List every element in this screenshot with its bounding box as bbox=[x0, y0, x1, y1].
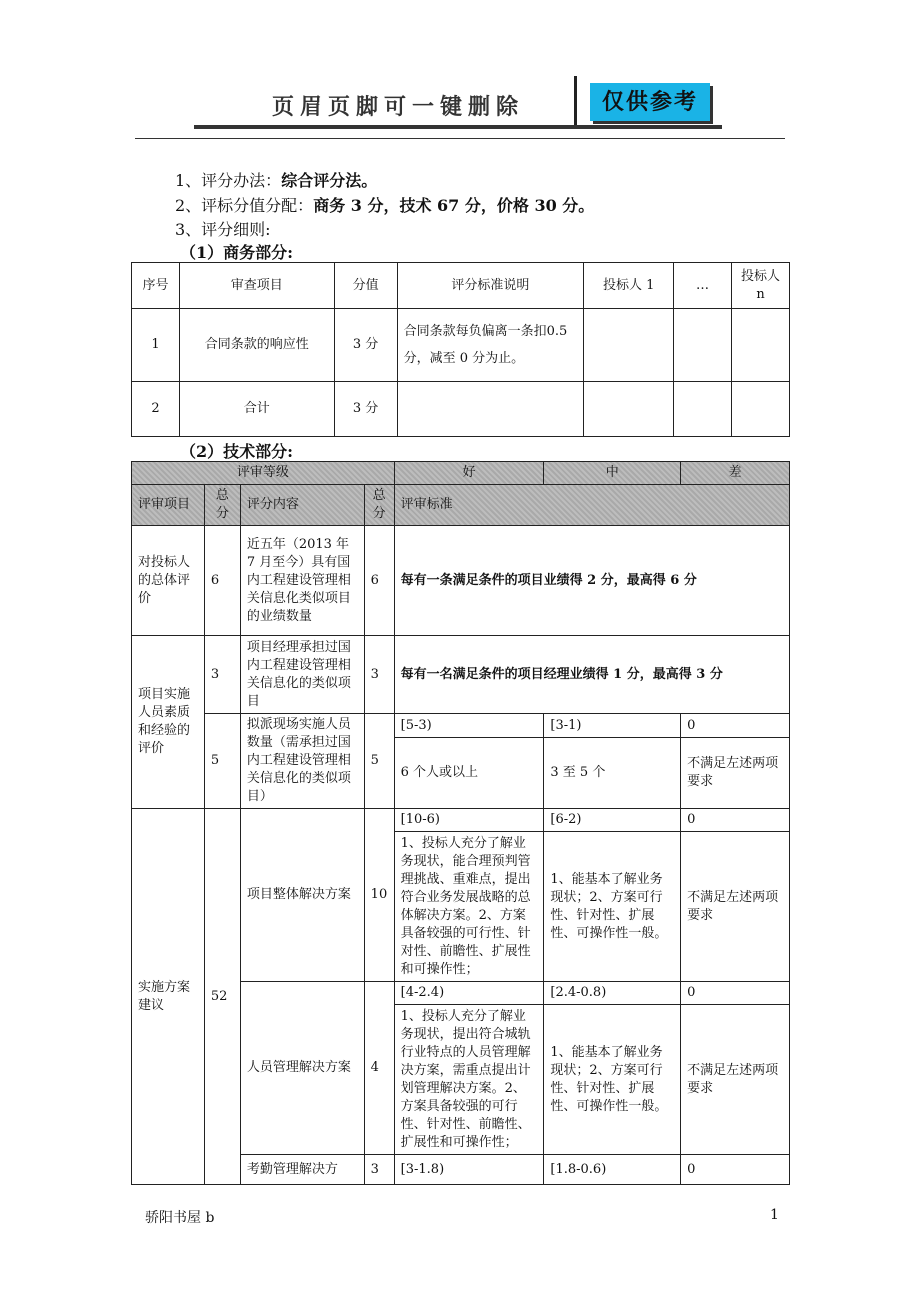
cell: 合同条款的响应性 bbox=[179, 309, 334, 382]
cell: 1 bbox=[132, 309, 180, 382]
page-number: 1 bbox=[770, 1207, 779, 1223]
cell: 2 bbox=[132, 382, 180, 437]
cell bbox=[397, 382, 584, 437]
cell bbox=[674, 382, 732, 437]
cell: 0 bbox=[681, 714, 790, 738]
table-row bbox=[132, 526, 790, 636]
header-cell: 投标人 1 bbox=[584, 263, 674, 309]
reference-badge: 仅供参考 bbox=[590, 83, 710, 121]
cell: 3 bbox=[364, 1155, 394, 1185]
cell bbox=[732, 382, 790, 437]
cell: [10-6) bbox=[394, 809, 544, 832]
cell: [3-1.8) bbox=[394, 1155, 544, 1185]
col-standard: 评审标准 bbox=[394, 485, 789, 526]
cell: 合同条款每负偏离一条扣0.5 分，减至 0 分为止。 bbox=[397, 309, 584, 382]
cell: 不满足左述两项要求 bbox=[681, 832, 790, 982]
table-row bbox=[132, 714, 790, 738]
grade-mid: 中 bbox=[544, 462, 681, 485]
col-content: 评分内容 bbox=[240, 485, 364, 526]
table-row bbox=[132, 809, 790, 832]
cell: 人员管理解决方案 bbox=[240, 982, 364, 1155]
header-divider bbox=[574, 76, 577, 126]
grade-bad: 差 bbox=[681, 462, 790, 485]
cell bbox=[584, 309, 674, 382]
header-cell: 评分标准说明 bbox=[397, 263, 584, 309]
cell: 3 至 5 个 bbox=[544, 738, 681, 809]
header-cell: … bbox=[674, 263, 732, 309]
cell bbox=[584, 382, 674, 437]
col-item: 评审项目 bbox=[132, 485, 205, 526]
table-row bbox=[132, 309, 790, 382]
cell: 1、能基本了解业务现状；2、方案可行性、针对性、扩展性、可操作性一般。 bbox=[544, 1005, 681, 1155]
cell: 5 bbox=[204, 714, 240, 809]
cell: 6 bbox=[204, 526, 240, 636]
cell: [2.4-0.8) bbox=[544, 982, 681, 1005]
cell: 近五年（2013 年 7 月至今）具有国内工程建设管理相关信息化类似项目的业绩数量 bbox=[240, 526, 364, 636]
column-header-row bbox=[132, 485, 790, 526]
header-cell: 分值 bbox=[334, 263, 397, 309]
cell: 对投标人的总体评价 bbox=[132, 526, 205, 636]
cell: 考勤管理解决方 bbox=[240, 1155, 364, 1185]
cell: [3-1) bbox=[544, 714, 681, 738]
cell: 10 bbox=[364, 809, 394, 982]
cell: 3 bbox=[364, 636, 394, 714]
technical-table bbox=[131, 461, 790, 1185]
cell: 项目整体解决方案 bbox=[240, 809, 364, 982]
business-table bbox=[131, 262, 790, 437]
cell: 每有一条满足条件的项目业绩得 2 分，最高得 6 分 bbox=[394, 526, 789, 636]
cell: 合计 bbox=[179, 382, 334, 437]
table-row bbox=[132, 382, 790, 437]
cell bbox=[674, 309, 732, 382]
header-cell: 序号 bbox=[132, 263, 180, 309]
grade-row bbox=[132, 462, 790, 485]
col-score: 总分 bbox=[364, 485, 394, 526]
cell: 3 bbox=[204, 636, 240, 714]
header-rule-thick bbox=[194, 125, 722, 129]
cell: 3 分 bbox=[334, 309, 397, 382]
col-total: 总分 bbox=[204, 485, 240, 526]
header-cell: 投标人 n bbox=[732, 263, 790, 309]
cell: 4 bbox=[364, 982, 394, 1155]
cell: 0 bbox=[681, 1155, 790, 1185]
header-cell: 审查项目 bbox=[179, 263, 334, 309]
cell: 6 个人或以上 bbox=[394, 738, 544, 809]
cell: [6-2) bbox=[544, 809, 681, 832]
cell bbox=[732, 309, 790, 382]
cell: 0 bbox=[681, 982, 790, 1005]
cell: 不满足左述两项要求 bbox=[681, 738, 790, 809]
cell: 5 bbox=[364, 714, 394, 809]
cell: 6 bbox=[364, 526, 394, 636]
scoring-details: 3、评分细则: bbox=[175, 220, 271, 239]
cell: 1、能基本了解业务现状；2、方案可行性、针对性、扩展性、可操作性一般。 bbox=[544, 832, 681, 982]
grade-good: 好 bbox=[394, 462, 544, 485]
cell: [1.8-0.6) bbox=[544, 1155, 681, 1185]
cell: 项目经理承担过国内工程建设管理相关信息化的类似项目 bbox=[240, 636, 364, 714]
cell: 拟派现场实施人员数量（需承担过国内工程建设管理相关信息化的类似项目） bbox=[240, 714, 364, 809]
cell: 项目实施人员素质和经验的评价 bbox=[132, 636, 205, 809]
section-technical: （2）技术部分: bbox=[180, 442, 294, 461]
grade-label: 评审等级 bbox=[132, 462, 395, 485]
cell: 0 bbox=[681, 809, 790, 832]
cell: 每有一名满足条件的项目经理业绩得 1 分，最高得 3 分 bbox=[394, 636, 789, 714]
cell: [5-3) bbox=[394, 714, 544, 738]
cell: 52 bbox=[204, 809, 240, 1185]
cell: 3 分 bbox=[334, 382, 397, 437]
header-rule-thin bbox=[135, 138, 785, 139]
score-allocation: 2、评标分值分配：商务 3 分，技术 67 分，价格 30 分。 bbox=[175, 196, 595, 215]
cell: [4-2.4) bbox=[394, 982, 544, 1005]
cell: 不满足左述两项要求 bbox=[681, 1005, 790, 1155]
table-row bbox=[132, 636, 790, 714]
header-title: 页眉页脚可一键删除 bbox=[272, 94, 525, 120]
section-business: （1）商务部分: bbox=[180, 243, 294, 262]
cell: 1、投标人充分了解业务现状，能合理预判管理挑战、重难点，提出符合业务发展战略的总体解决方案。2、方案具备较强的可行性、针对性、前瞻性、扩展性和可操作性； bbox=[394, 832, 544, 982]
table-header-row bbox=[132, 263, 790, 309]
footer-text: 骄阳书屋 b bbox=[145, 1210, 215, 1226]
cell: 1、投标人充分了解业务现状，提出符合城轨行业特点的人员管理解决方案，需重点提出计划管理解决方案。2、方案具备较强的可行性、针对性、前瞻性、扩展性和可操作性； bbox=[394, 1005, 544, 1155]
cell: 实施方案建议 bbox=[132, 809, 205, 1185]
scoring-method: 1、评分办法：综合评分法。 bbox=[175, 171, 378, 190]
